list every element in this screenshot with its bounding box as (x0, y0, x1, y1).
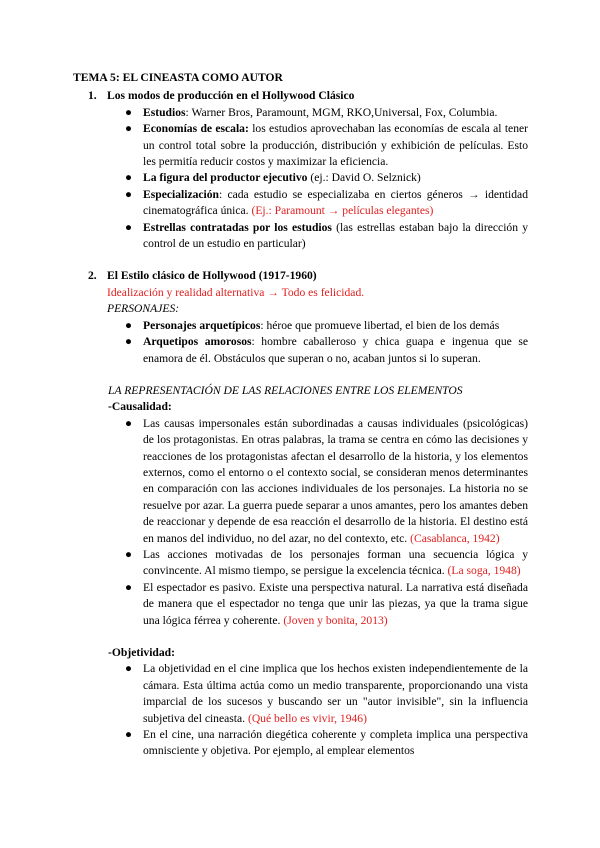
bullet-icon: ● (125, 220, 133, 234)
item-term: La figura del productor ejecutivo (143, 171, 308, 185)
item-text: : hombre caballeroso y chica guapa e ingenua que se enamora de él. Obstáculos que superan o no, acaban juntos si lo superan. (143, 335, 528, 365)
objetividad-list (73, 661, 528, 759)
item-text: La objetividad en el cine implica que los hechos existen independientemente de la cámara. Esta última actúa como un medio transparente, proporcionando una vista imparcial de los sucesos y buscando ser un "autor invisible", sin la influencia subjetiva del cineasta. (143, 662, 528, 725)
section-title: Los modos de producción en el Hollywood Clásico (107, 89, 355, 103)
bullet-icon: ● (125, 335, 133, 349)
bullet-icon: ● (125, 171, 133, 185)
section-title: El Estilo clásico de Hollywood (1917-1960) (107, 269, 317, 283)
item-term: Estrellas contratadas por los estudios (143, 220, 332, 234)
personajes-list (73, 318, 528, 367)
item-text: (las estrellas estaban bajo la dirección y control de un estudio en particular) (143, 220, 528, 251)
item-text: Las acciones motivadas de los personajes forman una secuencia lógica y convincente. Al mismo tiempo, se persigue la excelencia técnica. (143, 547, 528, 578)
list-item (125, 121, 529, 170)
bullet-icon: ● (125, 122, 133, 136)
item-text: En el cine, una narración diegética coherente y completa implica una perspectiva omnisciente y objetiva. Por ejemplo, al emplear elementos (143, 728, 528, 758)
item-text: : Warner Bros, Paramount, MGM, RKO,Universal, Fox, Columbia. (185, 105, 498, 119)
list-item (125, 580, 528, 629)
item-example: (Joven y bonita, 2013) (283, 613, 388, 627)
item-term: Estudios (143, 105, 186, 119)
section-1 (73, 88, 528, 104)
item-term: Personajes arquetípicos (143, 318, 261, 332)
section-intro: Idealización y realidad alternativa → Todo es felicidad. (107, 285, 365, 299)
item-text: El espectador es pasivo. Existe una perspectiva natural. La narrativa está diseñada de manera que el espectador no tenga que unir las piezas, ya que la trama sigue una lógica férrea y coherente. (143, 580, 528, 627)
item-term: Arquetipos amorosos (143, 335, 252, 349)
list-item (125, 661, 528, 727)
bullet-icon: ● (125, 318, 133, 332)
list-item (125, 547, 528, 580)
item-example: (Qué bello es vivir, 1946) (247, 711, 367, 725)
representation-heading: LA REPRESENTACIÓN DE LAS RELACIONES ENTRE LOS ELEMENTOS (108, 383, 463, 397)
item-text: : cada estudio se especializaba en ciertos géneros → identidad cinematográfica única. (143, 187, 528, 218)
list-item (125, 416, 528, 547)
item-example: (Ej.: Paramount → películas elegantes) (251, 204, 434, 218)
section-number: 1. (88, 89, 97, 103)
item-text: Las causas impersonales están subordinadas a causas individuales (psicológicas) de los protagonistas. En otras palabras, la trama se centra en cómo las decisiones y reacciones de los protagonistas afectan el desarrollo de la historia, y los elementos externos, como el entorno o el contexto social, se consideran menos determinantes en comparación con las acciones individuales de los personajes. La historia no se resuelve por azar. La guerra puede separar a unos amantes, pero los amantes deben de reaccionar y depende de esa reacción el desarrollo de la historia. El destino está en manos del individuo, no del azar, no del contexto, etc. (143, 416, 528, 545)
causalidad-list (73, 416, 528, 629)
list-item (125, 170, 528, 186)
bullet-icon: ● (125, 187, 133, 201)
list-item (125, 334, 528, 367)
bullet-icon: ● (125, 105, 133, 119)
bullet-icon: ● (125, 547, 133, 561)
objetividad-label: -Objetividad: (108, 646, 175, 659)
item-example: (La soga, 1948) (447, 564, 521, 578)
item-text: los estudios aprovechaban las economías de escala al tener un control total sobre la producción, distribución y exhibición de películas. Esto les permitía reducir costos y maximizar la eficiencia. (143, 122, 529, 169)
item-text: (ej.: David O. Selznick) (307, 171, 421, 185)
list-item (125, 220, 528, 253)
list-item (125, 105, 528, 121)
list-item (125, 187, 528, 220)
item-term: Economías de escala: (143, 122, 249, 136)
section-1-list (73, 105, 528, 253)
section-2 (73, 268, 528, 317)
document-title: TEMA 5: EL CINEASTA COMO AUTOR (73, 71, 283, 84)
personajes-label: PERSONAJES: (107, 302, 180, 316)
item-text: : héroe que promueve libertad, el bien de los demás (260, 318, 500, 332)
list-item (125, 727, 528, 760)
item-term: Especialización (143, 187, 219, 201)
bullet-icon: ● (125, 728, 133, 742)
item-example: (Casablanca, 1942) (410, 531, 500, 545)
bullet-icon: ● (125, 662, 133, 676)
list-item (125, 318, 528, 334)
bullet-icon: ● (125, 416, 133, 430)
causalidad-label: -Causalidad: (108, 400, 172, 414)
bullet-icon: ● (125, 580, 133, 594)
section-number: 2. (88, 269, 97, 283)
